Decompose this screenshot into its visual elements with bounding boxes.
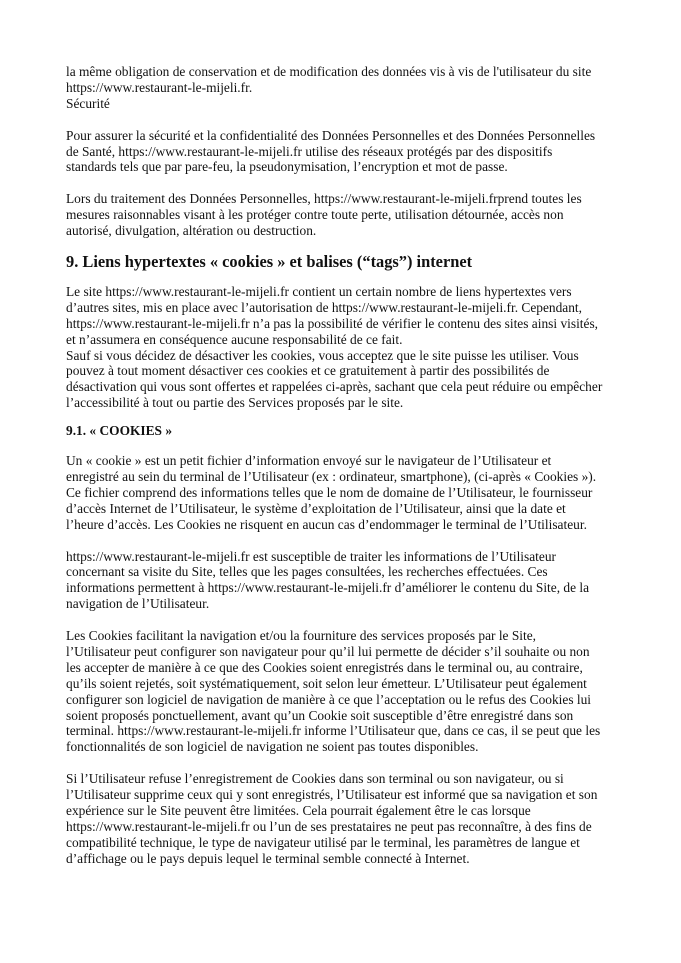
- text-line: d’autres sites, mis en place avec l’autorisation de https://www.restaurant-le-mijeli.fr. Cependant,: [66, 299, 582, 315]
- text-line: désactivation qui vous sont offertes et rappelées ci-après, sachant que cela peut réduire ou empêcher: [66, 379, 603, 395]
- text-line: terminal. https://www.restaurant-le-mijeli.fr informe l’Utilisateur que, dans ce cas, il se peut que les: [66, 723, 601, 739]
- paragraph-securite-2: [66, 191, 626, 239]
- text-line: et n’assumera en conséquence aucune responsabilité de ce fait.: [66, 331, 403, 347]
- text-line: mesures raisonnables visant à les protéger contre toute perte, utilisation détournée, accès non: [66, 207, 564, 223]
- text-line: autorisé, divulgation, altération ou destruction.: [66, 223, 317, 239]
- section-label-securite: [66, 96, 626, 112]
- text-line: l’heure d’accès. Les Cookies ne risquent en aucun cas d’endommager le terminal de l’Utilisateur.: [66, 516, 587, 532]
- section-9-heading: 9. Liens hypertextes « cookies » et balises (“tags”) internet: [66, 251, 473, 271]
- text-line: pouvez à tout moment désactiver ces cookies et ce gratuitement à partir des possibilités de: [66, 363, 550, 379]
- text-line: Lors du traitement des Données Personnelles, https://www.restaurant-le-mijeli.frprend toutes les: [66, 191, 582, 207]
- text-line: Un « cookie » est un petit fichier d’information envoyé sur le navigateur de l’Utilisateur et: [66, 453, 552, 469]
- text-line: standards tels que par pare-feu, la pseudonymisation, l’encryption et mot de passe.: [66, 159, 508, 175]
- text-line: configurer son logiciel de navigation de manière à ce que l’acceptation ou le refus des Cookies lui: [66, 691, 592, 707]
- text-line: https://www.restaurant-le-mijeli.fr.: [66, 79, 253, 95]
- paragraph-continuation: [66, 64, 626, 96]
- text-line: https://www.restaurant-le-mijeli.fr ou l’un de ses prestataires ne peut pas reconnaître, à des fins de: [66, 818, 592, 834]
- text-line: enregistré au sein du terminal de l’Utilisateur (ex : ordinateur, smartphone), (ci-après « Cookies »).: [66, 469, 597, 484]
- paragraph-cookies-1: [66, 453, 626, 533]
- text-line: Si l’Utilisateur refuse l’enregistrement de Cookies dans son terminal ou son navigateur, ou si: [66, 771, 564, 787]
- text-line: d’accès Internet de l’Utilisateur, le système d’exploitation de l’Utilisateur, ainsi que la date et: [66, 500, 566, 516]
- text-line: https://www.restaurant-le-mijeli.fr n’a pas la possibilité de vérifier le contenu des sites ainsi visités,: [66, 315, 599, 331]
- paragraph-section-9: [66, 284, 626, 411]
- text-line: l’accessibilité à tout ou partie des Services proposés par le site.: [66, 395, 404, 411]
- text-line: d’affichage ou le pays depuis lequel le terminal semble connecté à Internet.: [66, 850, 470, 866]
- section-9-1-heading: 9.1. « COOKIES »: [66, 423, 173, 439]
- text-line: informations permettent à https://www.restaurant-le-mijeli.fr d’améliorer le contenu du Site, de la: [66, 580, 590, 596]
- text-line: Les Cookies facilitant la navigation et/ou la fourniture des services proposés par le Site,: [66, 628, 537, 644]
- text-line: qu’ils soient rejetés, soit systématiquement, soit selon leur émetteur. L’Utilisateur peut également: [66, 675, 587, 691]
- paragraph-cookies-4: [66, 771, 626, 866]
- text-line: concernant sa visite du Site, telles que les pages consultées, les recherches effectuées. Ces: [66, 564, 548, 580]
- text-line: https://www.restaurant-le-mijeli.fr est susceptible de traiter les informations de l’Utilisateur: [66, 548, 556, 564]
- text-line: Pour assurer la sécurité et la confidentialité des Données Personnelles et des Données Personnelles: [66, 127, 596, 143]
- text-line: expérience sur le Site peuvent être limitées. Cela pourrait également être le cas lorsque: [66, 802, 531, 818]
- text-line: navigation de l’Utilisateur.: [66, 596, 210, 612]
- text-line: Le site https://www.restaurant-le-mijeli.fr contient un certain nombre de liens hypertextes vers: [66, 283, 572, 299]
- text-line: Sauf si vous décidez de désactiver les cookies, vous acceptez que le site puisse les utiliser. Vous: [66, 347, 579, 363]
- text-line: Ce fichier comprend des informations telles que le nom de domaine de l’Utilisateur, le fournisseur: [66, 484, 593, 500]
- text-line: la même obligation de conservation et de modification des données vis à vis de l'utilisateur du site: [66, 64, 592, 79]
- document-page: [66, 64, 626, 867]
- paragraph-cookies-2: [66, 549, 626, 613]
- text-line: de Santé, https://www.restaurant-le-mijeli.fr utilise des réseaux protégés par des dispositifs: [66, 143, 553, 159]
- text-line: l’Utilisateur supprime ceux qui y sont enregistrés, l’Utilisateur est informé que sa navigation et son: [66, 787, 598, 803]
- text-line: fonctionnalités de son logiciel de navigation ne soient pas toutes disponibles.: [66, 739, 479, 755]
- text-line: compatibilité technique, le type de navigateur utilisé par le terminal, les paramètres de langue et: [66, 834, 580, 850]
- text-line: Sécurité: [66, 95, 110, 111]
- text-line: l’Utilisateur peut configurer son navigateur pour qu’il lui permette de décider s’il souhaite ou non: [66, 643, 590, 659]
- text-line: les accepter de manière à ce que des Cookies soient enregistrés dans le terminal ou, au contraire,: [66, 659, 583, 675]
- paragraph-cookies-3: [66, 628, 626, 755]
- paragraph-securite-1: [66, 128, 626, 176]
- text-line: soient proposés ponctuellement, avant qu’un Cookie soit susceptible d’être enregistré dans son: [66, 707, 574, 723]
